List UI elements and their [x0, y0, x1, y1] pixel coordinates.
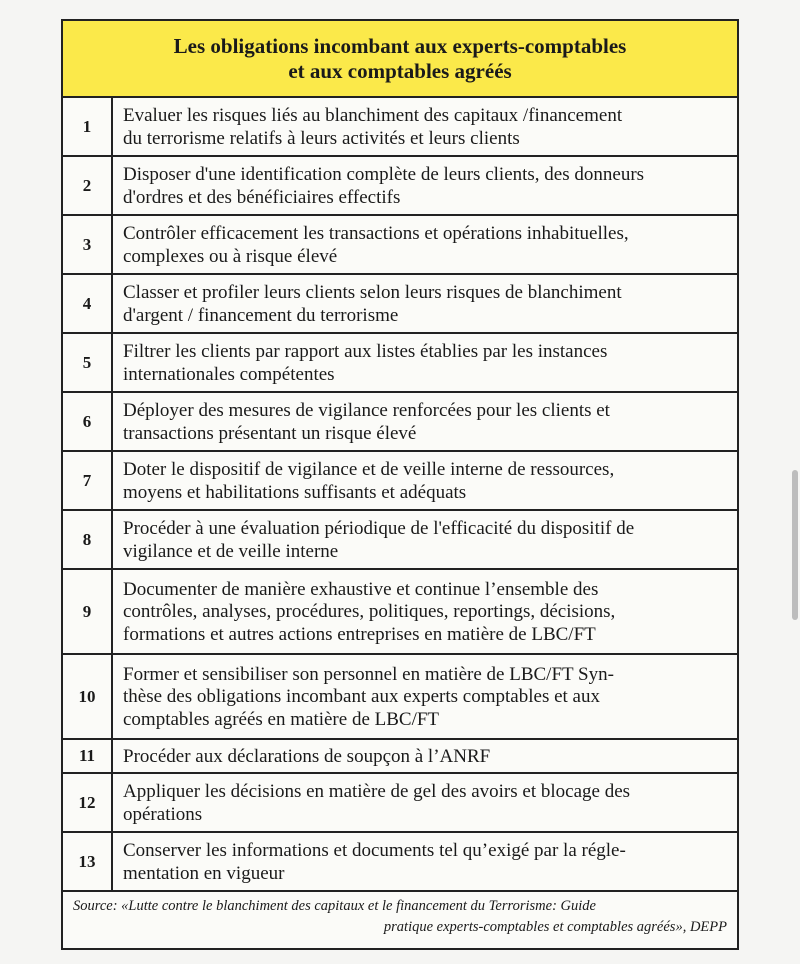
row-text-line: Documenter de manière exhaustive et continue l’ensemble des	[123, 578, 599, 600]
row-text	[113, 511, 737, 568]
source-citation	[63, 892, 737, 948]
row-text	[113, 334, 737, 391]
row-text-line: d'argent / financement du terrorisme	[123, 304, 399, 326]
table-row	[63, 452, 737, 511]
row-text-line: Procéder aux déclarations de soupçon à l’ANRF	[123, 745, 491, 767]
row-text	[113, 570, 737, 653]
source-line-2: pratique experts-comptables et comptables agréés», DEPP	[383, 919, 727, 935]
row-text-line: complexes ou à risque élevé	[123, 245, 338, 267]
row-text	[113, 833, 737, 890]
table-row	[63, 833, 737, 892]
row-number: 1	[63, 98, 113, 155]
row-text-line: internationales compétentes	[123, 363, 335, 385]
row-text	[113, 98, 737, 155]
row-text-line: Conserver les informations et documents tel qu’exigé par la régle-	[123, 840, 626, 861]
row-text-line: formations et autres actions entreprises en matière de LBC/FT	[123, 623, 596, 645]
table-title-line-1: Les obligations incombant aux experts-comptables	[173, 33, 627, 58]
row-text-line: Former et sensibiliser son personnel en matière de LBC/FT Syn-	[123, 663, 614, 685]
row-text	[113, 452, 737, 509]
scrollbar[interactable]	[792, 470, 798, 620]
row-text-line: Filtrer les clients par rapport aux listes établies par les instances	[123, 341, 608, 362]
row-text-line: Doter le dispositif de vigilance et de veille interne de ressources,	[123, 459, 615, 480]
row-text-line: Classer et profiler leurs clients selon leurs risques de blanchiment	[123, 282, 622, 303]
table-row	[63, 740, 737, 774]
row-text-line: vigilance et de veille interne	[123, 540, 339, 562]
row-text-line: mentation en vigueur	[123, 862, 285, 884]
row-text-line: transactions présentant un risque élevé	[123, 422, 417, 444]
table-row	[63, 774, 737, 833]
table-row	[63, 334, 737, 393]
obligations-table	[61, 19, 739, 950]
row-text	[113, 157, 737, 214]
row-number: 13	[63, 833, 113, 890]
row-text-line: Procéder à une évaluation périodique de l'efficacité du dispositif de	[123, 518, 635, 539]
row-number: 5	[63, 334, 113, 391]
table-row	[63, 275, 737, 334]
row-number: 6	[63, 393, 113, 450]
table-row	[63, 511, 737, 570]
row-text-line: Appliquer les décisions en matière de gel des avoirs et blocage des	[123, 781, 631, 802]
row-text-line: moyens et habilitations suffisants et adéquats	[123, 481, 467, 503]
row-text	[113, 275, 737, 332]
row-text	[113, 216, 737, 273]
table-row	[63, 98, 737, 157]
row-number: 11	[63, 740, 113, 772]
row-text-line: Disposer d'une identification complète de leurs clients, des donneurs	[123, 164, 645, 185]
table-title	[174, 34, 627, 84]
table-row	[63, 570, 737, 655]
row-number: 3	[63, 216, 113, 273]
row-number: 12	[63, 774, 113, 831]
row-text-line: Déployer des mesures de vigilance renforcées pour les clients et	[123, 400, 610, 421]
table-body	[63, 98, 737, 892]
table-row	[63, 157, 737, 216]
row-text	[113, 393, 737, 450]
row-text-line: comptables agréés en matière de LBC/FT	[123, 708, 440, 730]
row-number: 2	[63, 157, 113, 214]
row-text-line: thèse des obligations incombant aux experts comptables et aux	[123, 686, 600, 708]
row-text-line: Contrôler efficacement les transactions et opérations inhabituelles,	[123, 223, 629, 244]
row-number: 4	[63, 275, 113, 332]
row-number: 10	[63, 655, 113, 738]
row-number: 8	[63, 511, 113, 568]
row-text-line: d'ordres et des bénéficiaires effectifs	[123, 186, 401, 208]
table-row	[63, 216, 737, 275]
source-line-1: Source: «Lutte contre le blanchiment des capitaux et le financement du Terrorisme: Guide	[73, 898, 596, 914]
table-header	[63, 21, 737, 98]
table-title-line-2: et aux comptables agréés	[288, 58, 512, 83]
row-text	[113, 655, 737, 738]
row-text-line: contrôles, analyses, procédures, politiques, reportings, décisions,	[123, 601, 616, 623]
row-text	[113, 774, 737, 831]
row-number: 9	[63, 570, 113, 653]
row-text-line: du terrorisme relatifs à leurs activités et leurs clients	[123, 127, 520, 149]
row-text	[113, 740, 737, 772]
row-number: 7	[63, 452, 113, 509]
row-text-line: Evaluer les risques liés au blanchiment des capitaux /financement	[123, 105, 623, 126]
row-text-line: opérations	[123, 803, 203, 825]
table-row	[63, 393, 737, 452]
table-row	[63, 655, 737, 740]
